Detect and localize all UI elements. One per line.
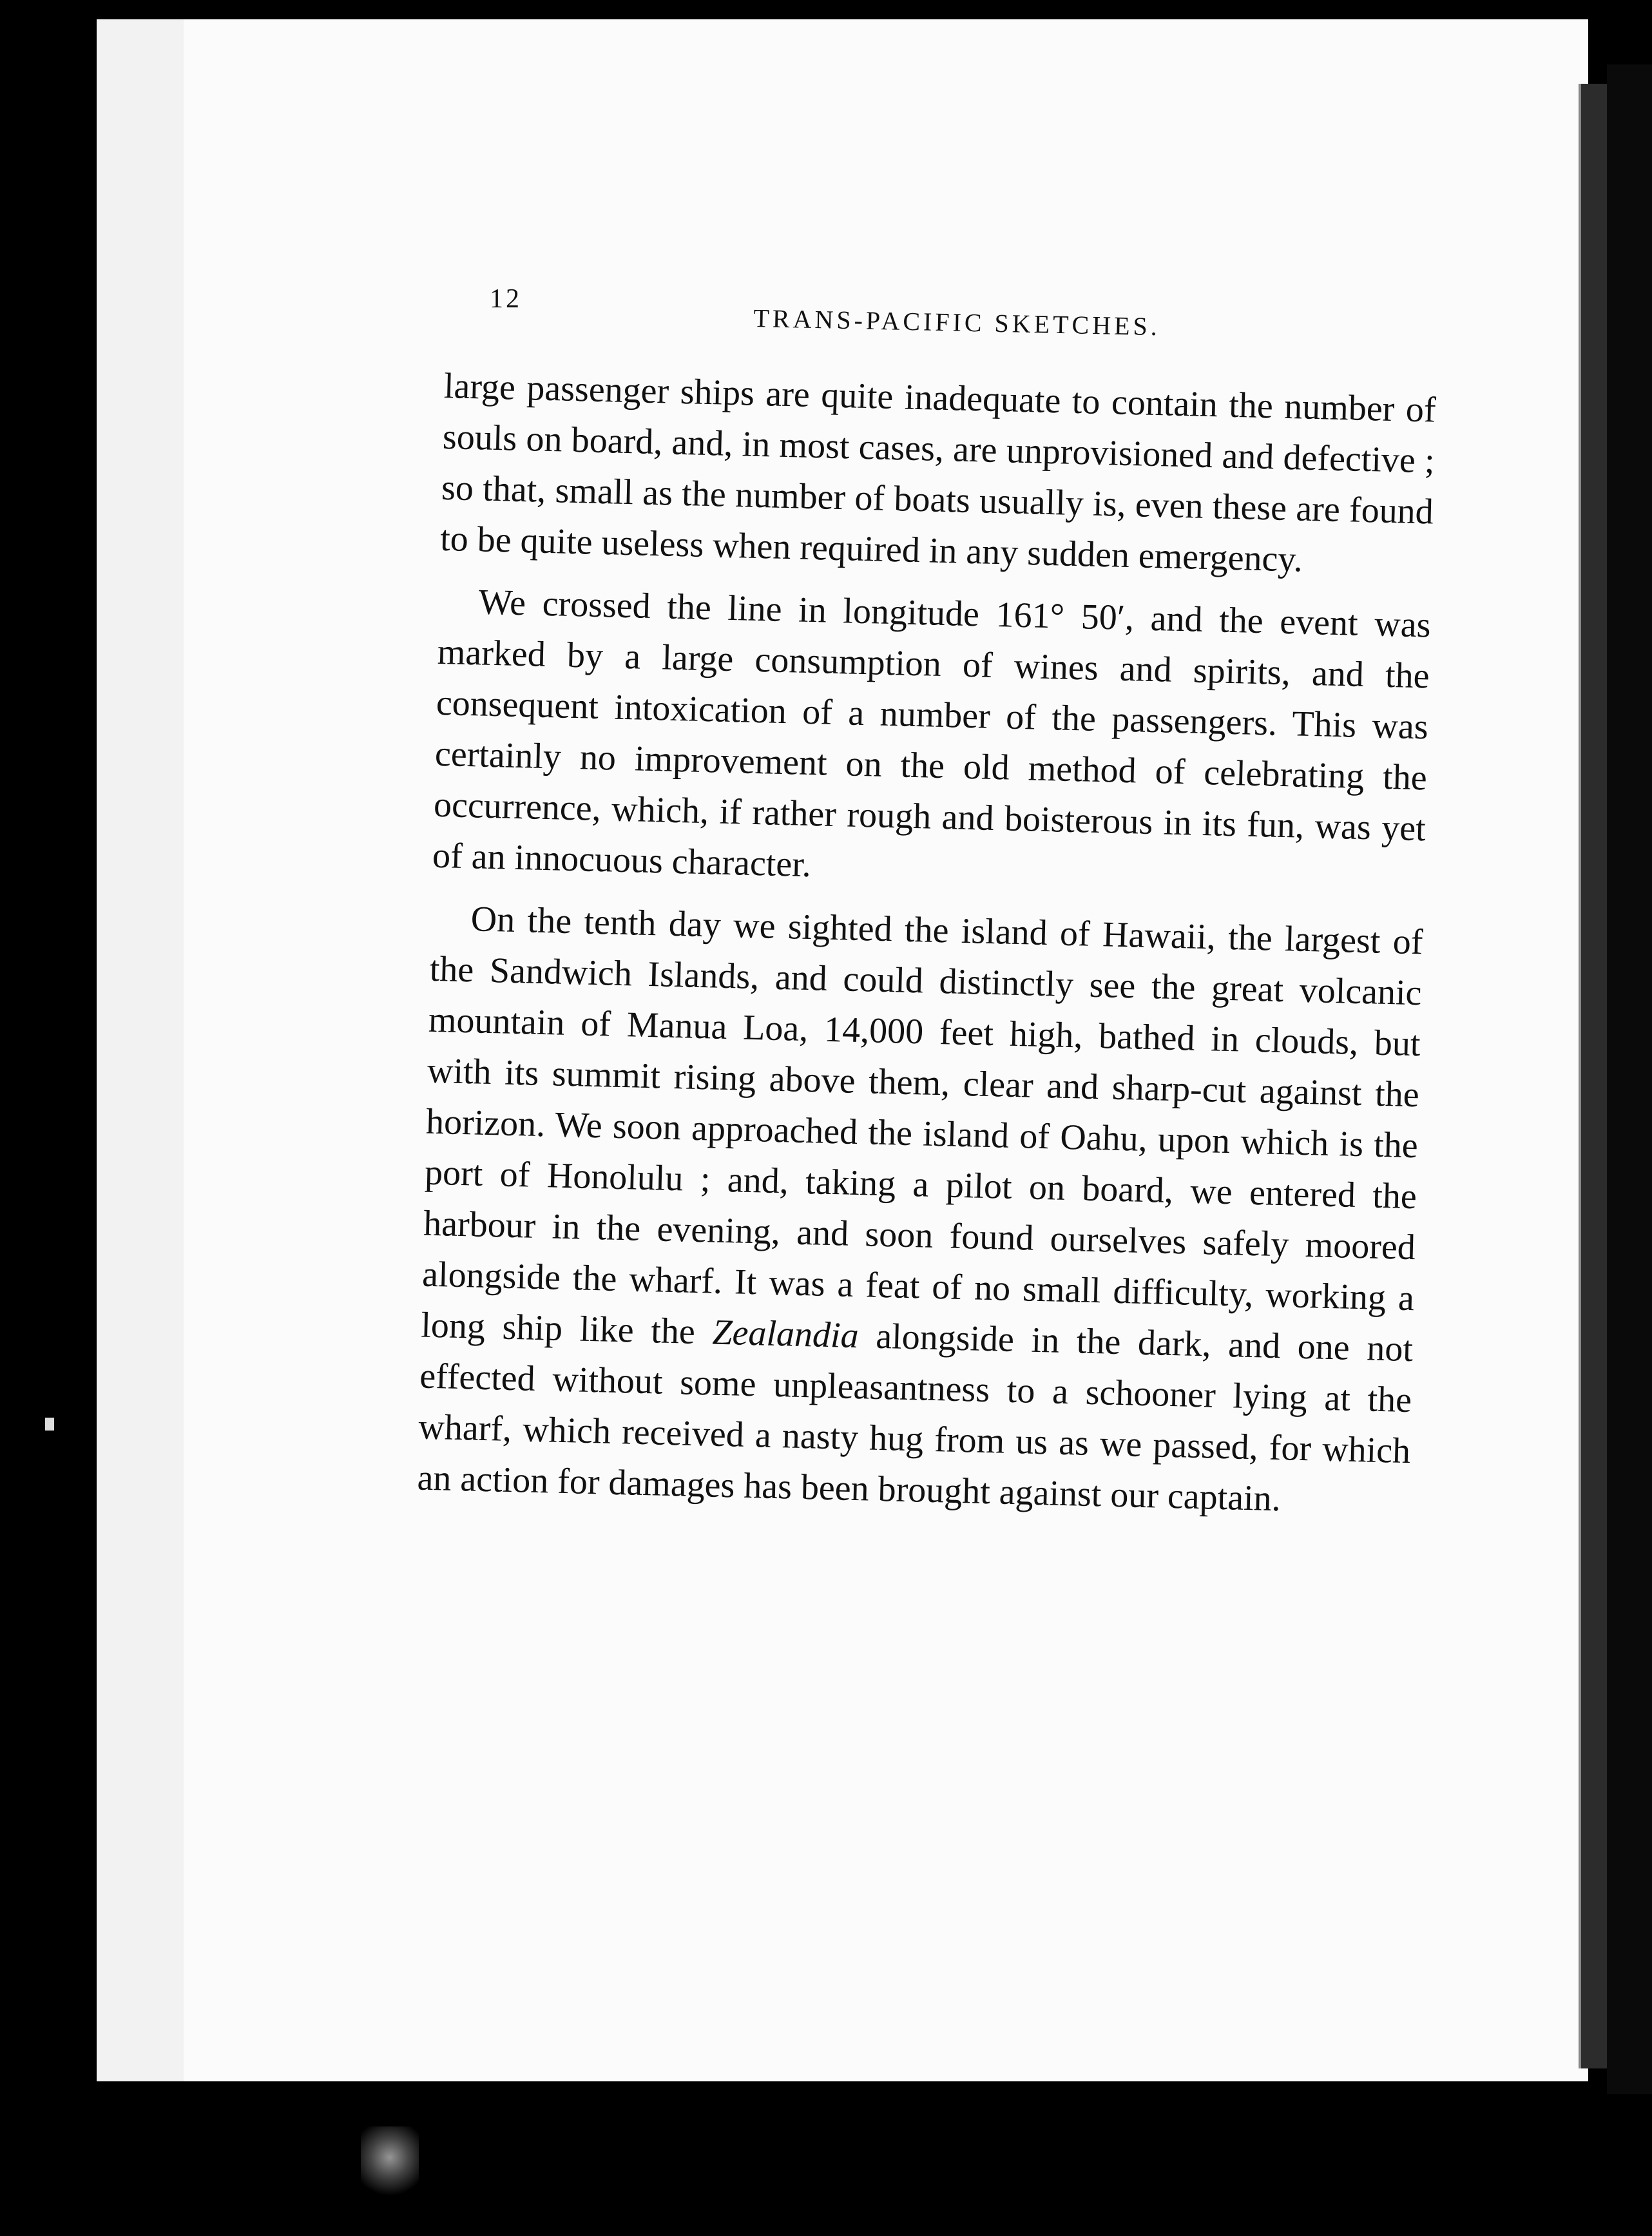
running-head: TRANS-PACIFIC SKETCHES. bbox=[753, 303, 1161, 342]
ship-name-italic: Zealandia bbox=[711, 1312, 860, 1356]
body-text bbox=[416, 361, 1436, 1539]
paragraph bbox=[439, 361, 1436, 589]
page-edge bbox=[142, 19, 163, 2081]
scan-smudge bbox=[361, 2126, 419, 2204]
paragraph-text: large passenger ships are quite inadequate to contain the number of souls on board, and, in most cases, are unprovisioned and defective ; so that, small as the number of boats usually is, even these are found to be quite useless when required in any sudden emergency. bbox=[439, 365, 1437, 580]
paragraph bbox=[432, 576, 1431, 905]
spine-shadow bbox=[1607, 64, 1652, 2094]
page-edge bbox=[122, 19, 144, 2081]
paragraph-text: We crossed the line in longitude 161° 50′, and the event was marked by a large consumption of wines and spirits, and the consequent intoxication of a number of the passengers. This was certainly no improvement on the old method of celebrating the occurrence, which, if rather rough and boisterous in its fun, was yet of an innocuous character. bbox=[432, 582, 1432, 885]
paragraph bbox=[417, 893, 1424, 1528]
paragraph-text: alongside in the dark, and one not effected without some unpleasantness to a schooner lying at the wharf, which received a nasty hug from us as we passed, for which an action for damages has been brought against our captain. bbox=[416, 1316, 1414, 1519]
page-number: 12 bbox=[490, 284, 522, 314]
page-edge bbox=[97, 19, 124, 2081]
paragraph-text: On the tenth day we sighted the island of Hawaii, the largest of the Sandwich Islands, and could distinctly see the great volcanic mountain of Manua Loa, 14,000 feet high, bathed in clouds, but with its summit rising above them, clear and sharp-cut against the horizon. We soon approached the island of Oahu, upon which is the port of Honolulu ; and, taking a pilot on board, we entered the harbour in the evening, and soon found ourselves safely moored alongside the wharf. It was a feat of no small difficulty, working a long ship like the bbox=[420, 899, 1424, 1352]
book-spine bbox=[1579, 84, 1607, 2068]
scan-speck bbox=[45, 1418, 54, 1431]
